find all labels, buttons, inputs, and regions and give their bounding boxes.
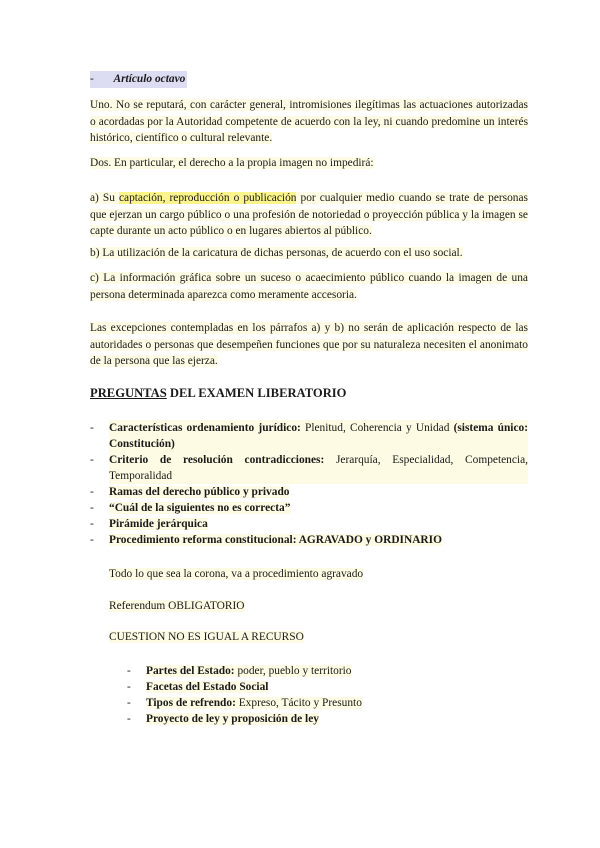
article-dash: -	[90, 73, 94, 85]
section-title	[90, 385, 528, 402]
note-cuestion: CUESTION NO ES IGUAL A RECURSO	[109, 631, 304, 643]
paragraph-b-text: b) La utilización de la caricatura de dichas personas, de acuerdo con el uso social.	[90, 247, 463, 259]
paragraph-a	[90, 190, 528, 240]
paragraph-c	[90, 270, 528, 303]
paragraph-a-rest: por cualquier medio cuando se trate de personas que ejerzan un cargo público o una profesión de notoriedad o proyección pública y la imagen se capte durante un acto público o en lugares abiertos al público.	[90, 192, 528, 237]
sub-questions-list	[127, 663, 527, 727]
list-item: - Procedimiento reforma constitucional: AGRAVADO y ORDINARIO	[90, 534, 442, 546]
list-item: - “Cuál de la siguientes no es correcta”	[90, 502, 291, 514]
paragraph-excepciones-text: Las excepciones contempladas en los párrafos a) y b) no serán de aplicación respecto de las autoridades o personas que desempeñen funciones que por su naturaleza necesiten el anonimato de la persona que las ejerza.	[90, 322, 528, 367]
paragraph-c-text: c) La información gráfica sobre un suceso o acaecimiento público cuando la imagen de una persona determinada aparezca como meramente accesoria.	[90, 272, 528, 301]
list-item: - Proyecto de ley y proposición de ley	[127, 713, 319, 725]
list-item: - Características ordenamiento jurídico: Plenitud, Coherencia y Unidad (sistema único: Constitución)	[90, 422, 528, 450]
section-title-underlined: PREGUNTAS	[90, 386, 167, 400]
list-item: - Tipos de refrendo: Expreso, Tácito y Presunto	[127, 697, 362, 709]
paragraph-uno	[90, 97, 528, 147]
list-item: - Partes del Estado: poder, pueblo y territorio	[127, 665, 352, 677]
note-corona: Todo lo que sea la corona, va a procedimiento agravado	[109, 568, 364, 580]
questions-list	[90, 420, 528, 548]
list-item: - Pirámide jerárquica	[90, 518, 208, 530]
article-heading	[90, 71, 528, 88]
paragraph-dos	[90, 155, 528, 172]
paragraph-excepciones	[90, 320, 528, 370]
list-item: - Ramas del derecho público y privado	[90, 486, 290, 498]
article-title: Artículo octavo	[113, 73, 186, 85]
list-item: - Criterio de resolución contradicciones: Jerarquía, Especialidad, Competencia, Temporalidad	[90, 454, 528, 482]
paragraph-a-highlight: captación, reproducción o publicación	[118, 192, 297, 204]
paragraph-uno-text: Uno. No se reputará, con carácter general, intromisiones ilegítimas las actuaciones autorizadas o acordadas por la Autoridad competente de acuerdo con la ley, ni cuando predomine un interés histórico, científico o cultural relevante.	[90, 99, 528, 144]
paragraph-a-prefix: a) Su	[90, 192, 119, 204]
section-title-rest: DEL EXAMEN LIBERATORIO	[166, 386, 347, 400]
list-item: - Facetas del Estado Social	[127, 681, 269, 693]
paragraph-dos-text: Dos. En particular, el derecho a la propia imagen no impedirá:	[90, 157, 374, 169]
note-referendum: Referendum OBLIGATORIO	[109, 600, 245, 612]
paragraph-b	[90, 245, 528, 262]
